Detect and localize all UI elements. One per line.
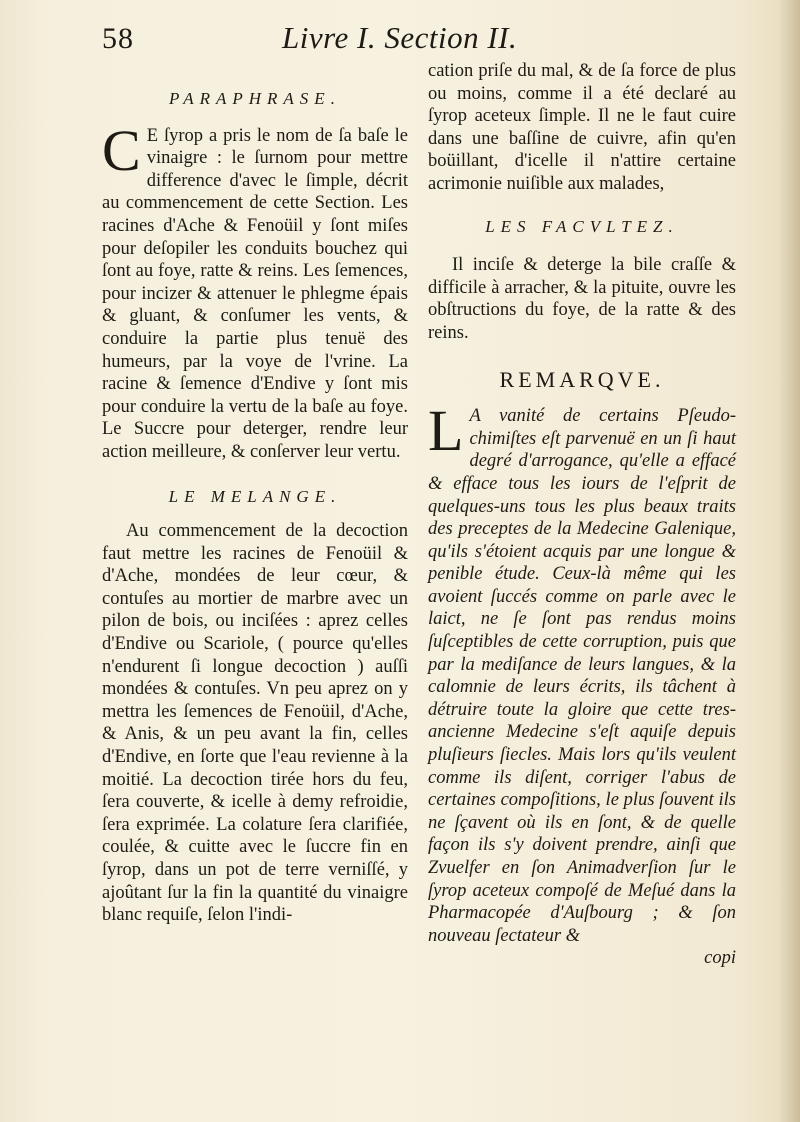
catchword: copi — [704, 948, 736, 969]
dropcap-l: L — [428, 398, 464, 464]
melange-paragraph: Au commencement de la decoction faut mettre les racines de Fenoüil & d'Ache, mondées de leur cœur, & contuſes au mortier de marbre avec un pilon de bois, ou inciſées : aprez celles d'Endive ou Scariole, ( pource qu'elles n'endurent ſi longue decoction ) auſſi mondées & contuſes. Vn peu aprez on y mettra les ſemences de Fenoüil, d'Ache, & Anis, & un peu avant la fin, celles d'Endive, en ſorte que l'eau revienne à la moitié. La decoction tirée hors du feu, ſera couverte, & icelle à demy refroidie, ſera exprimée. La colature ſera clarifiée, coulée, & cuitte avec le ſuccre fin en ſyrop, dans un pot de terre verniſſé, y ajoûtant ſur la fin la quantité du vinaigre blanc requiſe, ſelon l'indi- — [102, 521, 408, 926]
dropcap-c: C — [102, 117, 141, 183]
right-column — [428, 60, 736, 970]
heading-remarque: REMARQVE. — [499, 366, 665, 392]
remarque-paragraph — [428, 398, 736, 947]
page-number: 58 — [102, 22, 134, 55]
left-column — [102, 84, 408, 927]
heading-melange: LE MELANGE. — [168, 486, 342, 506]
remarque-text: A vanité de certains Pſeudo-chimiſtes eſt parvenuë en un ſi haut degré d'arrogance, qu'elle a effacé & efface tous les iours de l'eſprit de quelques-uns tous les plus beaux traits des preceptes de la Medecine Galenique, qu'ils s'étoient acquis par une longue & penible étude. Ceux-là même qui les avoient ſuccés comme on parle avec le laict, ne ſe ſont pas rendus moins ſuſceptibles de cette corruption, puis que par la mediſance de leurs langues, & la calomnie de leurs écrits, ils tâchent à détruire toute la gloire que cette tres-ancienne Medecine s'eſt aquiſe depuis pluſieurs ſiecles. Mais lors qu'ils veulent comme ils diſent, corriger l'abus de certaines compoſitions, le plus ſouvent ils ne ſçavent où ils en ſont, & de quelle façon ils s'y doivent prendre, ainſi que Zvuelfer en ſon Animadverſion ſur le ſyrop aceteux compoſé de Meſué dans la Pharmacopée d'Auſbourg ; & ſon nouveau ſectateur & — [428, 406, 736, 946]
paraphrase-text: E ſyrop a pris le nom de ſa baſe le vinaigre : le ſurnom pour mettre difference d'avec le ſimple, décrit au commencement de cette Section. Les racines d'Ache & Fenoüil y ſont miſes pour deſopiler les conduits bouchez qui ſont au foye, ratte & reins. Les ſemences, pour incizer & attenuer le phlegme épais & gluant, & conſumer les vents, & conduire la partie plus tenuë des humeurs, par la voye de l'vrine. La racine & ſemence d'Endive y ſont mis pour conduire la vertu de la baſe au foye. Le Succre pour deterger, rendre leur action meilleure, & conſerver leur vertu. — [102, 125, 408, 462]
heading-paraphrase: PARAPHRASE. — [169, 89, 341, 108]
paraphrase-paragraph — [102, 117, 408, 464]
continuation-paragraph: cation priſe du mal, & de ſa force de plus ou moins, comme il a été declaré au ſyrop aceteux ſimple. Il ne le faut cuire dans une baſſine de cuivre, afin qu'en boüillant, d'icelle il n'attire certaine acrimonie nuiſible aux malades, — [428, 61, 736, 194]
running-head: Livre I. Section II. — [282, 20, 518, 55]
facultez-paragraph: Il inciſe & deterge la bile craſſe & difficile à arracher, & la pituite, ouvre les obſtructions du foye, de la ratte & des reins. — [428, 255, 736, 343]
heading-facultez: LES FACVLTEZ. — [485, 216, 679, 236]
page-edge-shadow — [778, 0, 800, 1122]
